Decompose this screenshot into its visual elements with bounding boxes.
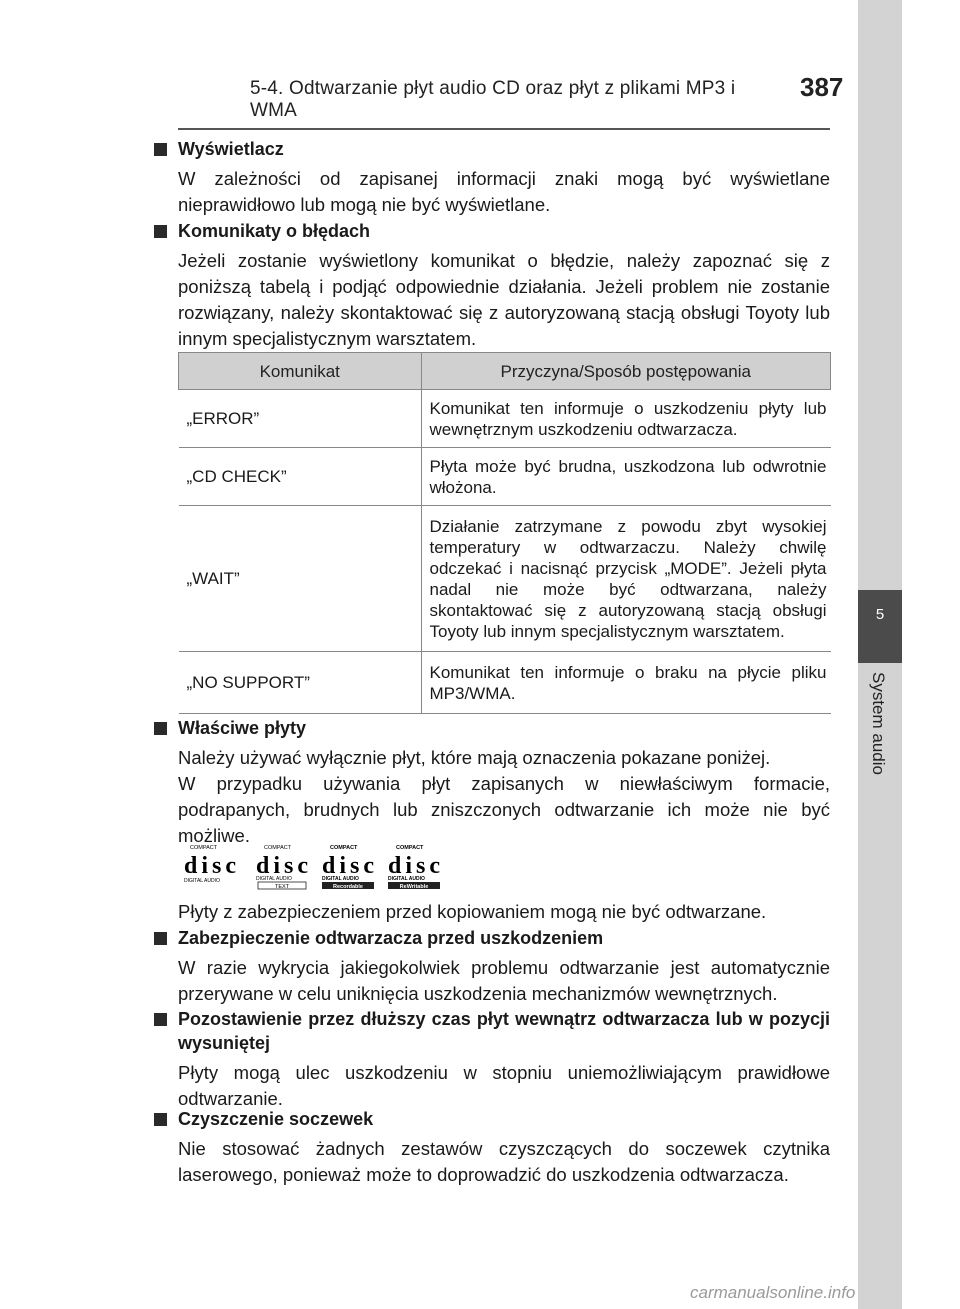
section-body: Jeżeli zostanie wyświetlony komunikat o błędzie, należy zapoznać się z poniższą tabelą i podjąć odpowiednie działania. Jeżeli problem nie zostanie rozwiązany, należy skontaktować się z autoryzowaną stacją obsługi Toyoty lub innym specjalistycznym warsztatem. — [178, 250, 830, 349]
section-body: Nie stosować żadnych zestawów czyszczących do soczewek czytnika laserowego, ponieważ może to doprowadzić do uszkodzenia odtwarzacza. — [178, 1138, 830, 1185]
running-header: 5-4. Odtwarzanie płyt audio CD oraz płyt z plikami MP3 i WMA — [250, 78, 736, 121]
logo-top-text: COMPACT — [330, 845, 358, 851]
logo-word: disc — [322, 853, 374, 879]
section-lens-cleaning — [152, 1107, 830, 1188]
logo-bottom-text: DIGITAL AUDIO — [322, 876, 359, 882]
message-cell: „NO SUPPORT” — [179, 652, 422, 714]
logo-badge: ReWritable — [399, 884, 429, 890]
section-heading-text: Właściwe płyty — [178, 718, 307, 738]
table-row — [179, 652, 831, 714]
section-player-protection — [152, 926, 830, 1007]
table-row — [179, 390, 831, 448]
bullet-square-icon — [154, 1013, 167, 1026]
section-body: W razie wykrycia jakiegokolwiek problemu odtwarzanie jest automatycznie przerywane w celu uniknięcia uszkodzenia mechanizmów wewnętrznych. — [178, 957, 830, 1004]
section-heading-text: Zabezpieczenie odtwarzacza przed uszkodzeniem — [178, 928, 604, 948]
logo-badge: Recordable — [333, 884, 363, 890]
section-display — [152, 137, 830, 218]
section-heading-text: Komunikaty o błędach — [178, 221, 371, 241]
section-heading — [152, 219, 830, 243]
chapter-title: System audio — [869, 672, 888, 775]
table-row — [179, 448, 831, 506]
logo-word: disc — [184, 853, 236, 879]
section-heading — [152, 137, 830, 161]
logo-word: disc — [388, 853, 440, 879]
disc-logos — [182, 840, 452, 890]
section-error-messages — [152, 219, 830, 352]
compact-disc-recordable-logo — [318, 840, 380, 890]
cause-cell: Komunikat ten informuje o uszkodzeniu płyty lub wewnętrznym uszkodzeniu odtwarzacza. — [421, 390, 831, 448]
section-heading — [152, 1007, 830, 1055]
copy-protection-note — [152, 899, 830, 925]
logo-top-text: COMPACT — [190, 845, 218, 851]
section-heading — [152, 716, 830, 740]
bullet-square-icon — [154, 225, 167, 238]
logo-bottom-text: DIGITAL AUDIO — [388, 876, 425, 882]
section-body: Należy używać wyłącznie płyt, które mają oznaczenia pokazane poniżej. — [178, 747, 771, 768]
section-discs-left-in-player — [152, 1007, 830, 1112]
column-header: Komunikat — [179, 353, 422, 390]
footer-watermark-url: carmanualsonline.info — [690, 1283, 856, 1302]
section-body: Płyty z zabezpieczeniem przed kopiowaniem mogą nie być odtwarzane. — [178, 901, 767, 922]
bullet-square-icon — [154, 1113, 167, 1126]
compact-disc-digital-audio-logo — [182, 840, 244, 890]
bullet-square-icon — [154, 932, 167, 945]
table-header-row — [179, 353, 831, 390]
logo-top-text: COMPACT — [264, 845, 292, 851]
section-body: W przypadku używania płyt zapisanych w niewłaściwym formacie, podrapanych, brudnych lub zniszczonych odtwarzanie ich może nie być możliwe. — [178, 773, 830, 846]
logo-badge: TEXT — [274, 884, 290, 890]
cause-cell: Komunikat ten informuje o braku na płycie pliku MP3/WMA. — [421, 652, 831, 714]
section-heading — [152, 926, 830, 950]
side-tab-background — [858, 0, 902, 590]
side-tab-chapter-marker — [858, 590, 902, 663]
logo-bottom-text: DIGITAL AUDIO — [256, 876, 292, 882]
error-messages-table — [178, 352, 831, 714]
bullet-square-icon — [154, 722, 167, 735]
logo-bottom-text: DIGITAL AUDIO — [184, 878, 220, 884]
message-cell: „WAIT” — [179, 506, 422, 652]
section-heading — [152, 1107, 830, 1131]
cause-cell: Płyta może być brudna, uszkodzona lub odwrotnie włożona. — [421, 448, 831, 506]
logo-word: disc — [256, 853, 308, 879]
bullet-square-icon — [154, 143, 167, 156]
section-heading-text: Wyświetlacz — [178, 139, 284, 159]
message-cell: „ERROR” — [179, 390, 422, 448]
page-number: 387 — [800, 72, 844, 102]
chapter-number: 5 — [875, 606, 885, 623]
header-divider — [178, 128, 830, 130]
section-heading-text: Pozostawienie przez dłuższy czas płyt wewnątrz odtwarzacza lub w pozycji wysuniętej — [178, 1009, 830, 1053]
section-heading-text: Czyszczenie soczewek — [178, 1109, 374, 1129]
section-body: W zależności od zapisanej informacji znaki mogą być wyświetlane nieprawidłowo lub mogą nie być wyświetlane. — [178, 168, 830, 215]
table-row — [179, 506, 831, 652]
compact-disc-text-logo — [252, 840, 314, 890]
compact-disc-rewritable-logo — [384, 840, 446, 890]
cause-cell: Działanie zatrzymane z powodu zbyt wysokiej temperatury w odtwarzaczu. Należy chwilę odczekać i nacisnąć przycisk „MODE”. Jeżeli płyta nadal nie może być odtwarzana, należy skontaktować się z autoryzowaną stacją obsługi Toyoty lub innym specjalistycznym warsztatem. — [421, 506, 831, 652]
section-suitable-discs — [152, 716, 830, 849]
logo-top-text: COMPACT — [396, 845, 424, 851]
message-cell: „CD CHECK” — [179, 448, 422, 506]
column-header: Przyczyna/Sposób postępowania — [421, 353, 831, 390]
section-body: Płyty mogą ulec uszkodzeniu w stopniu uniemożliwiającym prawidłowe odtwarzanie. — [178, 1062, 830, 1109]
